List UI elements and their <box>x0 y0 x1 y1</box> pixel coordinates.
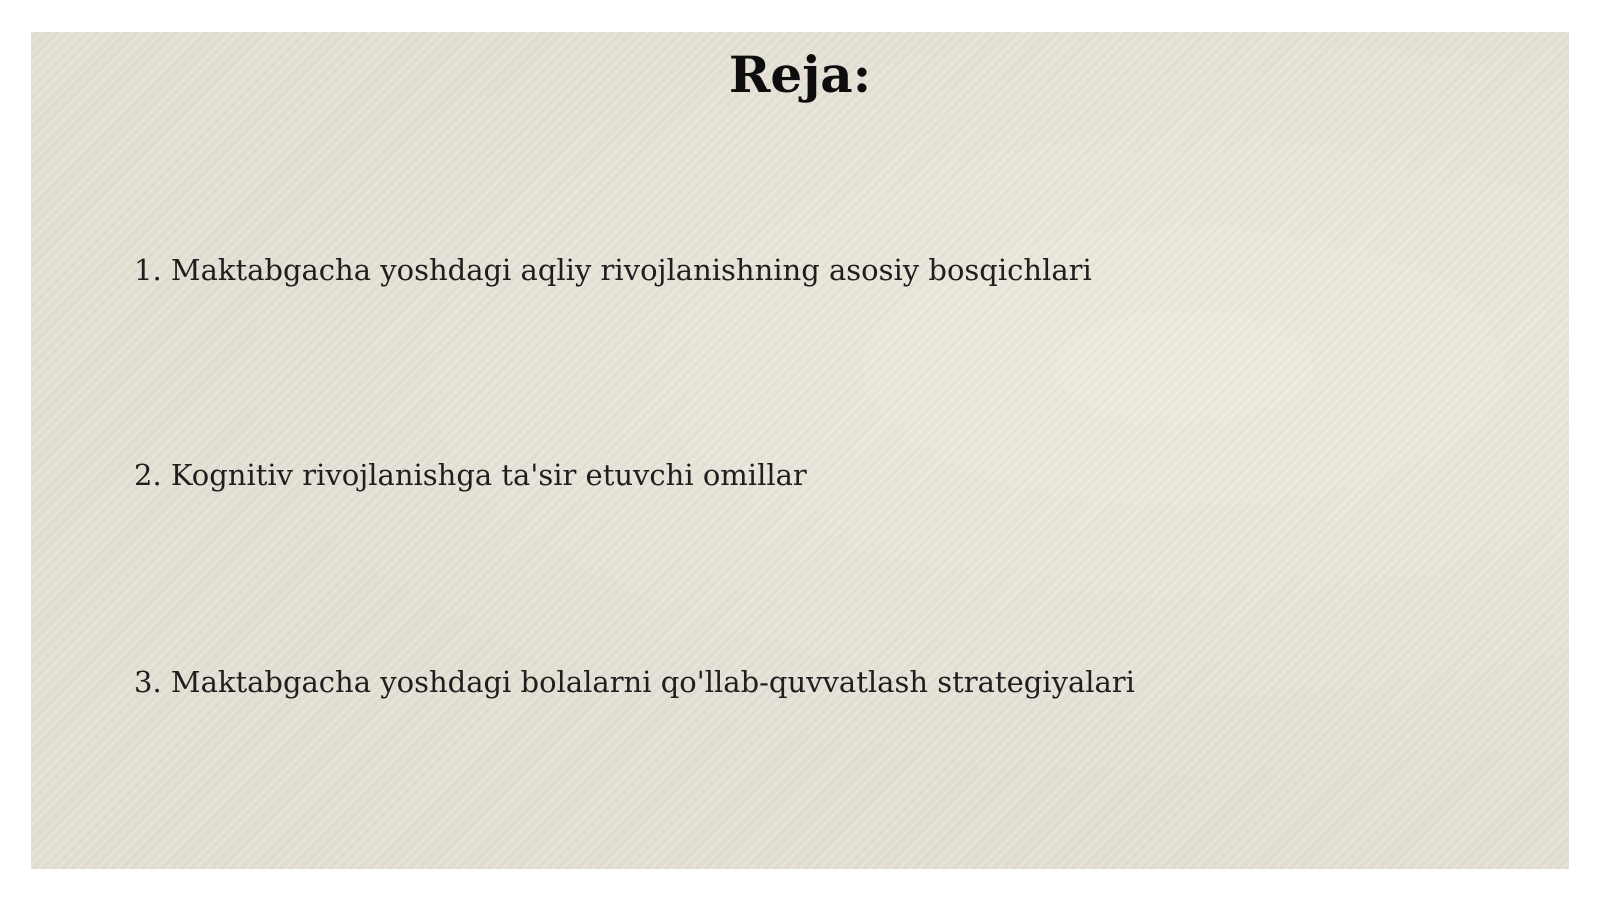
slide-title: Reja: <box>728 45 872 104</box>
plan-item-1: 1. Maktabgacha yoshdagi aqliy rivojlanishning asosiy bosqichlari <box>134 253 1092 287</box>
slide <box>31 32 1569 869</box>
plan-item-2: 2. Kognitiv rivojlanishga ta'sir etuvchi omillar <box>134 458 807 492</box>
plan-item-3: 3. Maktabgacha yoshdagi bolalarni qo'llab-quvvatlash strategiyalari <box>134 665 1135 699</box>
